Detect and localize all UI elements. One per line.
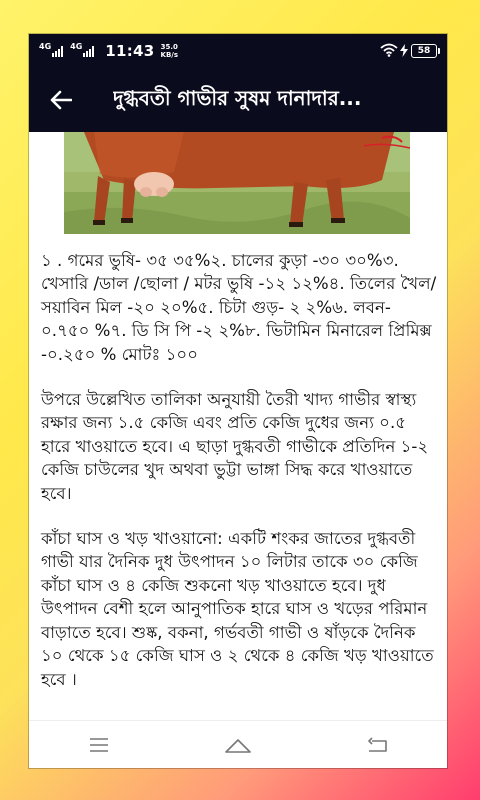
page-title: দুগ্ধবতী গাভীর সুষম দানাদার... [113, 85, 362, 110]
status-bar [29, 34, 447, 68]
menu-button[interactable] [69, 725, 129, 765]
back-arrow-icon [50, 90, 72, 110]
signal-group-1 [39, 41, 64, 57]
status-right [380, 42, 437, 61]
article-content[interactable] [29, 132, 447, 720]
home-button[interactable] [208, 725, 268, 765]
app-bar [29, 68, 447, 132]
system-nav-bar [29, 720, 447, 768]
signal-icon [52, 46, 64, 57]
battery-icon [411, 44, 437, 58]
speed-value: 35.0 [160, 43, 178, 51]
ingredient-list: ১ . গমের ভুষি- ৩৫ ৩৫%২. চালের কুড়া -৩০ ৩০%৩. খেসারি /ডাল /ছোলা / মটর ভুষি -১২ ১২%৪. তিলের খৈল/ সয়াবিন মিল -২০ ২০%৫. চিটা গুড়- ২ ২%৬. লবন- ০.৭৫০ %৭. ডি সি পি -২ ২%৮. ভিটামিন মিনারেল প্রিমিক্স -০.২৫০ % মোটঃ ১০০ [41, 251, 437, 364]
home-icon [225, 737, 251, 753]
feeding-instructions: উপরে উল্লেখিত তালিকা অনুযায়ী তৈরী খাদ্য গাভীর স্বাস্থ্য রক্ষার জন্য ১.৫ কেজি এবং প্রতি কেজি দুধের জন্য ০.৫ হারে খাওয়াতে হবে। এ ছাড়া দুগ্ধবতী গাভীকে প্রতিদিন ১-২ কেজি চাউলের খুদ অথবা ভুট্টা ভাঙ্গা সিদ্ধ করে খাওয়াতে হবে। [41, 390, 429, 503]
cow-photo [64, 132, 410, 234]
back-nav-button[interactable] [347, 725, 407, 765]
menu-icon [89, 738, 109, 752]
battery-level: 58 [417, 46, 431, 56]
network-speed [161, 43, 178, 59]
phone-screen [29, 34, 447, 768]
network-type-label: 4G [70, 41, 83, 51]
wifi-icon [380, 42, 398, 61]
signal-group-2 [70, 41, 95, 57]
clock: 11:43 [105, 42, 155, 60]
grass-straw-feeding: কাঁচা ঘাস ও খড় খাওয়ানো: একটি শংকর জাতের দুগ্ধবতী গাভী যার দৈনিক দুধ উৎপাদন ১০ লিটার তাকে ৩০ কেজি কাঁচা ঘাস ও ৪ কেজি শুকনো খড় খাওয়াতে হবে। দুধ উৎপাদন বেশী হলে আনুপাতিক হারে ঘাস ও খড়ের পরিমান বাড়াতে হবে। শুষ্ক, বকনা, গর্ভবতী গাভী ও ষাঁড়কে দৈনিক ১০ থেকে ১৫ কেজি ঘাস ও ২ থেকে ৪ কেজি খড় খাওয়াতে হবে । [41, 529, 434, 689]
article-text [41, 249, 437, 713]
back-icon [366, 737, 388, 753]
back-button[interactable] [45, 84, 77, 116]
speed-unit: KB/s [160, 51, 179, 59]
signal-icon [83, 46, 95, 57]
charging-bolt-icon [400, 42, 408, 61]
network-type-label: 4G [39, 41, 52, 51]
